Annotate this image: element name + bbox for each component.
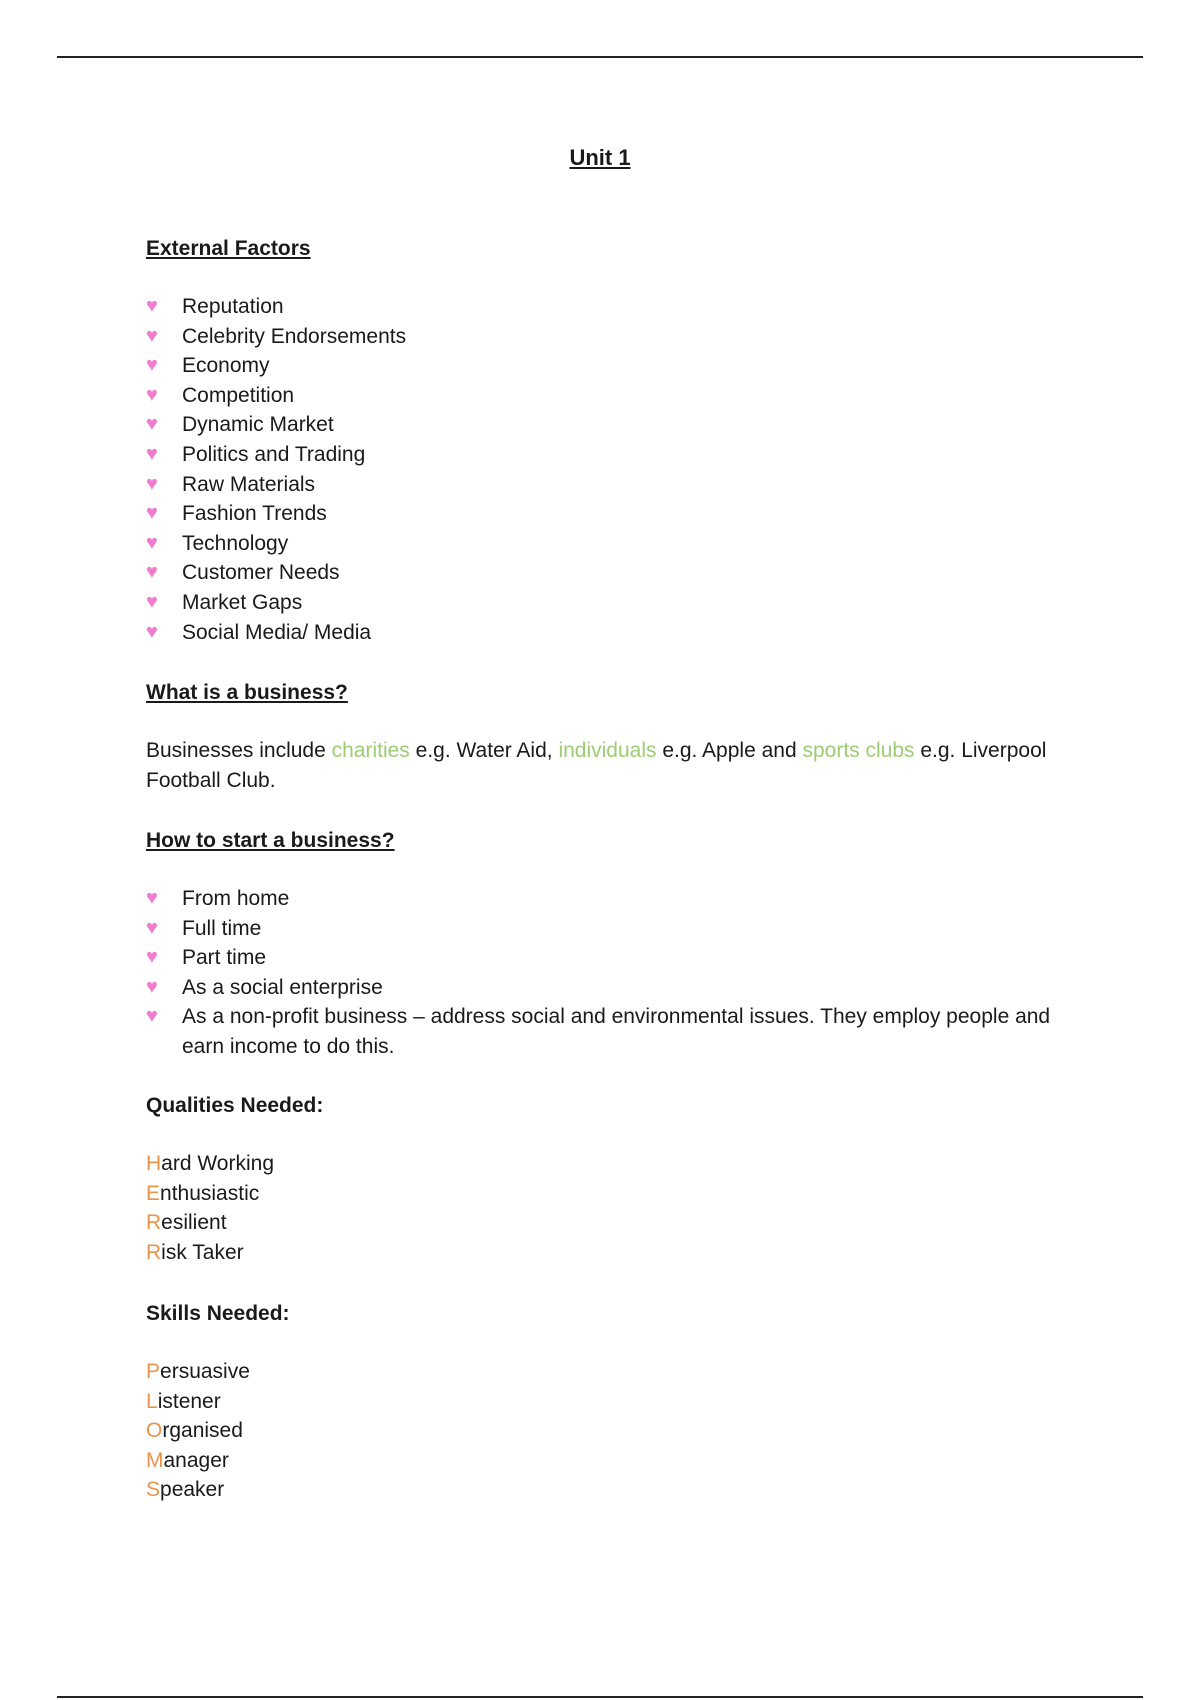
external-factors-heading: External Factors bbox=[146, 237, 311, 260]
heart-icon: ♥ bbox=[146, 383, 158, 406]
list-item: Enthusiastic bbox=[146, 1181, 260, 1205]
skills-heading: Skills Needed: bbox=[146, 1302, 290, 1325]
list-item: ♥ Raw Materials bbox=[146, 470, 1066, 500]
skills-section bbox=[146, 1299, 1066, 1505]
heart-icon: ♥ bbox=[146, 472, 158, 495]
external-factors-section bbox=[146, 234, 1066, 647]
heart-icon: ♥ bbox=[146, 324, 158, 347]
highlight-individuals: individuals bbox=[558, 739, 657, 762]
list-item: ♥ Fashion Trends bbox=[146, 499, 1066, 529]
heart-icon: ♥ bbox=[146, 946, 158, 969]
heart-icon: ♥ bbox=[146, 502, 158, 525]
qualities-heading: Qualities Needed: bbox=[146, 1094, 324, 1117]
list-item: Organised bbox=[146, 1419, 243, 1443]
what-is-business-heading: What is a business? bbox=[146, 681, 348, 704]
highlight-sports-clubs: sports clubs bbox=[802, 739, 915, 762]
list-item: Persuasive bbox=[146, 1360, 250, 1383]
list-item: ♥ Customer Needs bbox=[146, 558, 1066, 588]
list-item: ♥ Part time bbox=[146, 943, 1066, 973]
list-item: ♥ Reputation bbox=[146, 292, 1066, 322]
start-business-list bbox=[146, 884, 1066, 1062]
header-rule bbox=[57, 56, 1143, 58]
list-item: ♥ Competition bbox=[146, 381, 1066, 411]
qualities-section bbox=[146, 1091, 1066, 1267]
list-item: Hard Working bbox=[146, 1152, 274, 1175]
list-item: ♥ Social Media/ Media bbox=[146, 618, 1066, 648]
heart-icon: ♥ bbox=[146, 590, 158, 613]
start-business-heading: How to start a business? bbox=[146, 829, 395, 852]
external-factors-list bbox=[146, 292, 1066, 647]
skills-list bbox=[146, 1357, 1066, 1505]
list-item: ♥ As a social enterprise bbox=[146, 973, 1066, 1003]
list-item: Risk Taker bbox=[146, 1240, 244, 1264]
heart-icon: ♥ bbox=[146, 413, 158, 436]
list-item: Speaker bbox=[146, 1478, 225, 1502]
list-item: ♥ Full time bbox=[146, 914, 1066, 944]
footer-rule bbox=[57, 1696, 1143, 1698]
list-item: ♥ Technology bbox=[146, 529, 1066, 559]
list-item: Listener bbox=[146, 1389, 221, 1413]
heart-icon: ♥ bbox=[146, 975, 158, 998]
heart-icon: ♥ bbox=[146, 887, 158, 909]
what-is-business-section bbox=[146, 678, 1066, 796]
highlight-charities: charities bbox=[331, 739, 410, 762]
list-item: ♥ Dynamic Market bbox=[146, 410, 1066, 440]
page-title: Unit 1 bbox=[569, 145, 631, 170]
list-item: Manager bbox=[146, 1448, 229, 1472]
qualities-list bbox=[146, 1149, 1066, 1267]
list-item: Resilient bbox=[146, 1211, 227, 1235]
list-item: ♥ From home bbox=[146, 884, 1066, 914]
list-item: ♥ Celebrity Endorsements bbox=[146, 322, 1066, 352]
list-item: ♥ Market Gaps bbox=[146, 588, 1066, 618]
heart-icon: ♥ bbox=[146, 620, 158, 643]
start-business-section bbox=[146, 826, 1066, 1062]
heart-icon: ♥ bbox=[146, 442, 158, 465]
heart-icon: ♥ bbox=[146, 561, 158, 584]
list-item: ♥ As a non-profit business – address social and environmental issues. They employ people and earn income to do this. bbox=[146, 1002, 1066, 1061]
heart-icon: ♥ bbox=[146, 295, 158, 317]
business-paragraph: Businesses include charities e.g. Water Aid, individuals e.g. Apple and sports clubs e.g. Liverpool Football Club. bbox=[146, 739, 1047, 792]
list-item: ♥ Politics and Trading bbox=[146, 440, 1066, 470]
heart-icon: ♥ bbox=[146, 1005, 158, 1028]
heart-icon: ♥ bbox=[146, 916, 158, 939]
heart-icon: ♥ bbox=[146, 354, 158, 377]
heart-icon: ♥ bbox=[146, 531, 158, 554]
list-item: ♥ Economy bbox=[146, 351, 1066, 381]
